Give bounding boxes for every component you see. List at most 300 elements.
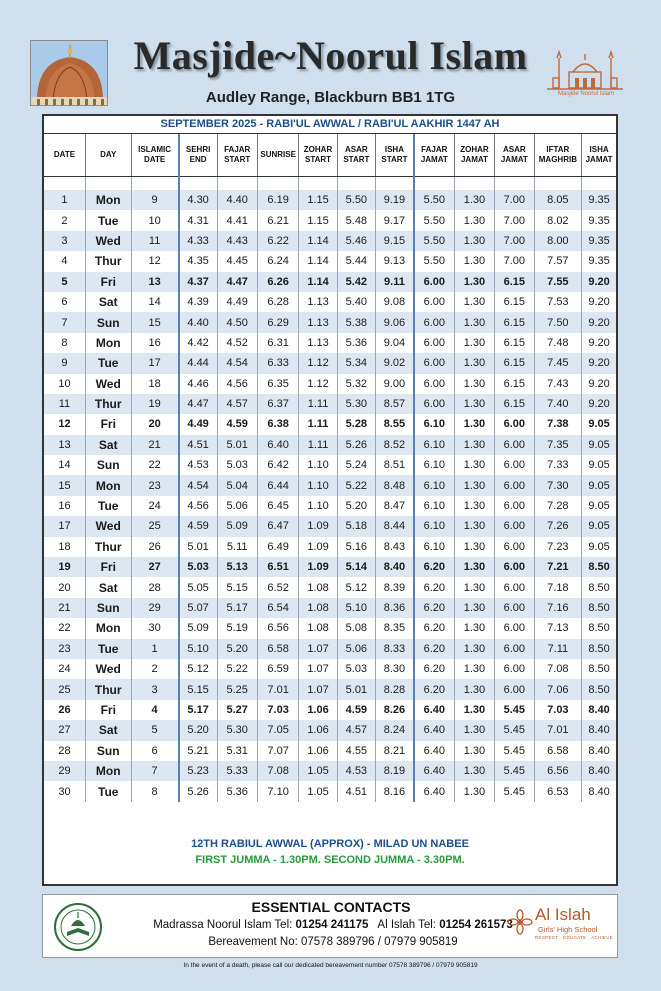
table-cell: 12 xyxy=(131,251,179,271)
table-cell: 5.25 xyxy=(217,679,257,699)
day-cell: Sat xyxy=(85,577,131,597)
table-cell: 6.00 xyxy=(495,557,534,577)
table-cell: 1.09 xyxy=(299,516,337,536)
alislah-subtitle: Girls' High School xyxy=(538,925,598,934)
table-cell: 6.38 xyxy=(257,414,298,434)
table-cell: 8.57 xyxy=(376,394,414,414)
table-cell: 5.31 xyxy=(217,741,257,761)
table-row xyxy=(44,761,616,781)
table-cell: 5.45 xyxy=(495,781,534,801)
column-header-line: ISLAMIC xyxy=(138,144,172,154)
table-cell: 6.10 xyxy=(414,537,454,557)
alislah-tagline: RESPECT · EDUCATE · ACHIEVE xyxy=(535,935,613,940)
table-cell: 6.00 xyxy=(495,598,534,618)
table-cell: 5.13 xyxy=(217,557,257,577)
table-cell: 5.50 xyxy=(414,190,454,210)
table-cell: 1.07 xyxy=(299,639,337,659)
table-cell: 9.08 xyxy=(376,292,414,312)
table-cell: 8.50 xyxy=(582,598,616,618)
day-cell: Mon xyxy=(85,333,131,353)
table-cell: 4.56 xyxy=(217,374,257,394)
table-cell: 23 xyxy=(131,475,179,495)
table-cell: 16 xyxy=(131,333,179,353)
table-cell: 13 xyxy=(44,435,85,455)
table-cell: 8.02 xyxy=(534,210,582,230)
column-header-line: START xyxy=(224,154,251,164)
day-cell: Sat xyxy=(85,292,131,312)
table-cell: 9.20 xyxy=(582,353,616,373)
table-row xyxy=(44,414,616,434)
table-cell: 6 xyxy=(44,292,85,312)
table-cell: 4.45 xyxy=(217,251,257,271)
table-cell: 6.20 xyxy=(414,577,454,597)
table-cell: 7.26 xyxy=(534,516,582,536)
table-cell: 7.08 xyxy=(534,659,582,679)
table-cell: 7.23 xyxy=(534,537,582,557)
table-cell: 9.00 xyxy=(376,374,414,394)
table-cell: 5.14 xyxy=(337,557,375,577)
table-cell: 2 xyxy=(131,659,179,679)
table-cell: 18 xyxy=(131,374,179,394)
table-cell: 4.51 xyxy=(179,435,217,455)
table-cell: 1.14 xyxy=(299,231,337,251)
table-cell: 1.30 xyxy=(454,720,494,740)
table-cell: 7.01 xyxy=(257,679,298,699)
table-cell: 7.21 xyxy=(534,557,582,577)
table-cell: 5.20 xyxy=(337,496,375,516)
table-cell: 9.05 xyxy=(582,516,616,536)
table-cell: 1.30 xyxy=(454,598,494,618)
table-cell: 7.30 xyxy=(534,475,582,495)
table-row xyxy=(44,210,616,230)
day-cell: Mon xyxy=(85,618,131,638)
milad-note: 12TH RABIUL AWWAL (APPROX) - MILAD UN NABEE xyxy=(191,838,469,850)
table-cell: 19 xyxy=(131,394,179,414)
table-cell: 6.56 xyxy=(534,761,582,781)
table-row xyxy=(44,312,616,332)
table-cell: 6.52 xyxy=(257,577,298,597)
column-header xyxy=(337,134,375,176)
table-cell: 9.20 xyxy=(582,272,616,292)
table-cell: 1.30 xyxy=(454,741,494,761)
table-cell: 8.30 xyxy=(376,659,414,679)
table-cell: 1.09 xyxy=(299,537,337,557)
table-cell: 1.13 xyxy=(299,292,337,312)
table-cell: 6.40 xyxy=(414,761,454,781)
table-cell: 1.13 xyxy=(299,312,337,332)
table-cell: 5.36 xyxy=(217,781,257,801)
table-cell: 4.59 xyxy=(217,414,257,434)
table-cell: 17 xyxy=(131,353,179,373)
table-cell: 7 xyxy=(131,761,179,781)
table-cell: 7 xyxy=(44,312,85,332)
table-cell: 5.24 xyxy=(337,455,375,475)
table-cell: 25 xyxy=(44,679,85,699)
table-cell: 8.35 xyxy=(376,618,414,638)
table-cell: 1.30 xyxy=(454,537,494,557)
table-cell: 9 xyxy=(44,353,85,373)
table-cell: 6.15 xyxy=(495,272,534,292)
table-cell: 4.43 xyxy=(217,231,257,251)
day-cell: Tue xyxy=(85,496,131,516)
table-cell: 5 xyxy=(44,272,85,292)
table-cell: 8.05 xyxy=(534,190,582,210)
table-cell: 7.28 xyxy=(534,496,582,516)
table-cell: 1.08 xyxy=(299,618,337,638)
table-cell: 9.06 xyxy=(376,312,414,332)
table-cell: 4.30 xyxy=(179,190,217,210)
table-cell: 8.48 xyxy=(376,475,414,495)
table-cell: 4.41 xyxy=(217,210,257,230)
table-cell: 5.32 xyxy=(337,374,375,394)
masjid-logo-caption: Masjide Noorul Islam xyxy=(557,91,615,97)
table-cell: 19 xyxy=(44,557,85,577)
table-cell: 8.19 xyxy=(376,761,414,781)
table-cell: 7.00 xyxy=(495,210,534,230)
table-cell: 21 xyxy=(131,435,179,455)
contacts-phone-line xyxy=(113,919,553,931)
table-cell: 5.15 xyxy=(217,577,257,597)
table-cell: 9.20 xyxy=(588,336,610,349)
column-header-line: FAJAR xyxy=(421,144,448,154)
table-cell: 9.11 xyxy=(376,272,414,292)
table-cell: 4.39 xyxy=(179,292,217,312)
table-cell: 7.00 xyxy=(495,190,534,210)
table-cell: 8.40 xyxy=(376,557,414,577)
table-cell: 6.10 xyxy=(414,496,454,516)
table-cell: 9.20 xyxy=(588,377,610,390)
table-cell: 6.10 xyxy=(414,455,454,475)
table-cell: 8.55 xyxy=(376,414,414,434)
table-cell: 24 xyxy=(131,496,179,516)
day-cell: Wed xyxy=(85,659,131,679)
table-cell: 26 xyxy=(131,537,179,557)
column-header-line: START xyxy=(381,154,408,164)
table-cell: 6.00 xyxy=(414,333,454,353)
table-cell: 5.48 xyxy=(337,210,375,230)
table-cell: 6.00 xyxy=(495,639,534,659)
table-cell: 5.50 xyxy=(414,251,454,271)
table-cell: 1.12 xyxy=(299,353,337,373)
table-cell: 1.30 xyxy=(454,414,494,434)
day-cell: Sun xyxy=(85,312,131,332)
day-cell: Mon xyxy=(85,475,131,495)
table-cell: 1.08 xyxy=(299,598,337,618)
day-cell: Sat xyxy=(85,435,131,455)
table-cell: 1.06 xyxy=(299,741,337,761)
table-cell: 5.20 xyxy=(217,639,257,659)
table-cell: 9.35 xyxy=(588,214,610,227)
day-cell: Thur xyxy=(85,679,131,699)
table-cell: 7.00 xyxy=(495,251,534,271)
table-cell: 5.50 xyxy=(337,190,375,210)
table-cell: 5.45 xyxy=(495,761,534,781)
table-cell: 5.11 xyxy=(217,537,257,557)
table-cell: 6.15 xyxy=(495,374,534,394)
spacer-row xyxy=(44,176,616,190)
table-cell: 6.35 xyxy=(257,374,298,394)
day-cell: Mon xyxy=(85,761,131,781)
table-cell: 9.35 xyxy=(588,255,610,268)
timetable-title: SEPTEMBER 2025 - RABI'UL AWWAL / RABI'UL AAKHIR 1447 AH xyxy=(44,116,616,134)
table-cell: 5.17 xyxy=(179,700,217,720)
table-cell: 4.40 xyxy=(179,312,217,332)
table-cell: 6.20 xyxy=(414,618,454,638)
column-header xyxy=(414,134,454,176)
column-header-line: JAMAT xyxy=(460,154,488,164)
table-cell: 7.43 xyxy=(534,374,582,394)
alislah-logo xyxy=(507,905,617,951)
column-header-line: MAGHRIB xyxy=(538,154,577,164)
table-cell: 5.36 xyxy=(337,333,375,353)
table-cell: 6.15 xyxy=(495,333,534,353)
table-cell: 7.57 xyxy=(534,251,582,271)
table-cell: 1.07 xyxy=(299,659,337,679)
table-cell: 6.10 xyxy=(414,414,454,434)
table-cell: 7.33 xyxy=(534,455,582,475)
table-cell: 6.24 xyxy=(257,251,298,271)
table-cell: 7.01 xyxy=(534,720,582,740)
table-row xyxy=(44,333,616,353)
table-cell: 8.16 xyxy=(376,781,414,801)
table-cell: 1.30 xyxy=(454,781,494,801)
table-cell: 9.05 xyxy=(588,459,610,472)
madrassa-tel[interactable]: 01254 241175 xyxy=(295,919,369,931)
table-cell: 1.30 xyxy=(454,374,494,394)
column-header-line: DATE xyxy=(53,149,76,159)
table-cell: 6.20 xyxy=(414,679,454,699)
table-cell: 5.06 xyxy=(337,639,375,659)
table-cell: 4.54 xyxy=(217,353,257,373)
table-cell: 1.06 xyxy=(299,720,337,740)
table-cell: 9.15 xyxy=(376,231,414,251)
column-header-line: ISHA xyxy=(384,144,404,154)
table-cell: 20 xyxy=(131,414,179,434)
table-cell: 26 xyxy=(44,700,85,720)
table-cell: 5.40 xyxy=(337,292,375,312)
alislah-tel-label: Al Islah Tel: xyxy=(377,919,437,931)
table-cell: 5.34 xyxy=(337,353,375,373)
table-cell: 8.52 xyxy=(376,435,414,455)
table-cell: 5.01 xyxy=(179,537,217,557)
table-cell: 1.09 xyxy=(299,557,337,577)
table-cell: 5.03 xyxy=(179,557,217,577)
table-cell: 6.00 xyxy=(495,435,534,455)
table-cell: 5.50 xyxy=(414,210,454,230)
day-cell: Thur xyxy=(85,537,131,557)
table-cell: 4.53 xyxy=(179,455,217,475)
table-cell: 6.10 xyxy=(414,516,454,536)
table-cell: 1.13 xyxy=(299,333,337,353)
table-cell: 8 xyxy=(131,781,179,801)
table-cell: 4.55 xyxy=(337,741,375,761)
table-cell: 6.20 xyxy=(414,557,454,577)
day-cell: Fri xyxy=(85,557,131,577)
table-cell: 9.02 xyxy=(376,353,414,373)
table-cell: 9.17 xyxy=(376,210,414,230)
table-cell: 6.00 xyxy=(414,353,454,373)
table-row xyxy=(44,659,616,679)
timetable-grid xyxy=(44,134,616,802)
table-cell: 5.04 xyxy=(217,475,257,495)
day-cell: Tue xyxy=(85,353,131,373)
table-cell: 8.40 xyxy=(588,785,610,798)
table-cell: 8.47 xyxy=(376,496,414,516)
table-cell: 5.17 xyxy=(217,598,257,618)
table-cell: 7.11 xyxy=(534,639,582,659)
table-cell: 4.59 xyxy=(337,700,375,720)
table-cell: 1.30 xyxy=(454,251,494,271)
table-cell: 5.01 xyxy=(337,679,375,699)
table-cell: 6.00 xyxy=(495,537,534,557)
table-cell: 1.10 xyxy=(299,475,337,495)
prayer-timetable xyxy=(42,114,618,886)
column-header-line: ASAR xyxy=(345,144,368,154)
column-header-line: FAJAR xyxy=(224,144,251,154)
table-cell: 7.50 xyxy=(534,312,582,332)
page-header xyxy=(0,0,661,112)
table-row xyxy=(44,190,616,210)
table-cell: 4.50 xyxy=(217,312,257,332)
table-cell: 5.22 xyxy=(217,659,257,679)
day-cell: Tue xyxy=(85,781,131,801)
table-cell: 7.07 xyxy=(257,741,298,761)
table-cell: 6.40 xyxy=(414,720,454,740)
table-cell: 9.19 xyxy=(376,190,414,210)
table-cell: 11 xyxy=(131,231,179,251)
masjid-address: Audley Range, Blackburn BB1 1TG xyxy=(205,89,456,106)
table-cell: 6.00 xyxy=(495,414,534,434)
table-cell: 7.10 xyxy=(257,781,298,801)
table-cell: 6.00 xyxy=(495,475,534,495)
table-cell: 1.30 xyxy=(454,210,494,230)
table-cell: 28 xyxy=(131,577,179,597)
table-cell: 1.30 xyxy=(454,272,494,292)
column-header-line: ISHA xyxy=(589,144,609,154)
bereavement-line: Bereavement No: 07578 389796 / 07979 905819 xyxy=(208,936,458,948)
table-cell: 14 xyxy=(131,292,179,312)
table-cell: 27 xyxy=(44,720,85,740)
table-cell: 6.54 xyxy=(257,598,298,618)
table-cell: 6.00 xyxy=(495,679,534,699)
table-cell: 20 xyxy=(44,577,85,597)
table-cell: 6.00 xyxy=(414,312,454,332)
table-cell: 4.49 xyxy=(217,292,257,312)
table-cell: 13 xyxy=(131,272,179,292)
table-cell: 7.55 xyxy=(534,272,582,292)
table-cell: 5.21 xyxy=(179,741,217,761)
column-header xyxy=(44,134,85,176)
table-cell: 9.05 xyxy=(582,435,616,455)
table-cell: 10 xyxy=(131,210,179,230)
table-cell: 6.00 xyxy=(414,374,454,394)
table-cell: 15 xyxy=(44,475,85,495)
table-cell: 6.00 xyxy=(495,577,534,597)
table-cell: 1.10 xyxy=(299,455,337,475)
table-cell: 1.30 xyxy=(454,557,494,577)
column-header-line: ZOHAR xyxy=(460,144,489,154)
table-cell: 6.15 xyxy=(495,353,534,373)
table-cell: 5.30 xyxy=(217,720,257,740)
day-cell: Wed xyxy=(85,374,131,394)
column-header-line: START xyxy=(304,154,332,164)
table-cell: 6.26 xyxy=(257,272,298,292)
table-cell: 7.05 xyxy=(257,720,298,740)
day-cell: Fri xyxy=(85,272,131,292)
day-cell: Fri xyxy=(85,414,131,434)
table-cell: 7.06 xyxy=(534,679,582,699)
table-cell: 1.30 xyxy=(454,312,494,332)
table-cell: 8.40 xyxy=(588,744,610,757)
table-cell: 4.52 xyxy=(217,333,257,353)
table-cell: 25 xyxy=(131,516,179,536)
day-cell: Sun xyxy=(85,741,131,761)
column-header-line: JAMAT xyxy=(500,154,528,164)
table-cell: 4.47 xyxy=(179,394,217,414)
table-cell: 6.00 xyxy=(414,272,454,292)
table-cell: 16 xyxy=(44,496,85,516)
column-header-line: START xyxy=(343,154,370,164)
table-cell: 6.44 xyxy=(257,475,298,495)
day-cell: Sat xyxy=(85,720,131,740)
table-cell: 1.30 xyxy=(454,455,494,475)
table-cell: 1.30 xyxy=(454,639,494,659)
table-cell: 5.46 xyxy=(337,231,375,251)
table-cell: 12 xyxy=(44,414,85,434)
table-row xyxy=(44,455,616,475)
table-cell: 6.15 xyxy=(495,312,534,332)
table-cell: 8 xyxy=(44,333,85,353)
column-header xyxy=(454,134,494,176)
table-cell: 1.30 xyxy=(454,394,494,414)
table-cell: 4.57 xyxy=(217,394,257,414)
table-cell: 8.50 xyxy=(582,679,616,699)
table-cell: 4.46 xyxy=(179,374,217,394)
essential-contacts xyxy=(42,894,618,958)
table-cell: 1.05 xyxy=(299,761,337,781)
table-cell: 6.00 xyxy=(495,496,534,516)
table-cell: 9.20 xyxy=(588,296,610,309)
table-cell: 5.38 xyxy=(337,312,375,332)
table-cell: 8.36 xyxy=(376,598,414,618)
day-cell: Sun xyxy=(85,455,131,475)
column-header-line: SUNRISE xyxy=(260,149,296,159)
table-cell: 6.00 xyxy=(495,618,534,638)
table-cell: 8.24 xyxy=(376,720,414,740)
table-cell: 4 xyxy=(131,700,179,720)
table-cell: 1.30 xyxy=(454,353,494,373)
table-cell: 8.40 xyxy=(582,720,616,740)
table-row xyxy=(44,577,616,597)
table-cell: 6.40 xyxy=(414,700,454,720)
alislah-tel[interactable]: 01254 261573 xyxy=(439,919,513,931)
table-cell: 6.19 xyxy=(257,190,298,210)
table-cell: 8.40 xyxy=(588,703,610,716)
table-cell: 5.16 xyxy=(337,537,375,557)
table-cell: 4.53 xyxy=(337,761,375,781)
table-row xyxy=(44,496,616,516)
table-cell: 1.10 xyxy=(299,496,337,516)
table-cell: 5.45 xyxy=(495,741,534,761)
table-cell: 7.16 xyxy=(534,598,582,618)
table-cell: 6.20 xyxy=(414,659,454,679)
table-cell: 6.58 xyxy=(534,741,582,761)
table-cell: 6 xyxy=(131,741,179,761)
table-cell: 9.05 xyxy=(588,540,610,553)
table-cell: 30 xyxy=(44,781,85,801)
table-cell: 7.48 xyxy=(534,333,582,353)
column-header-line: ZOHAR xyxy=(303,144,333,154)
